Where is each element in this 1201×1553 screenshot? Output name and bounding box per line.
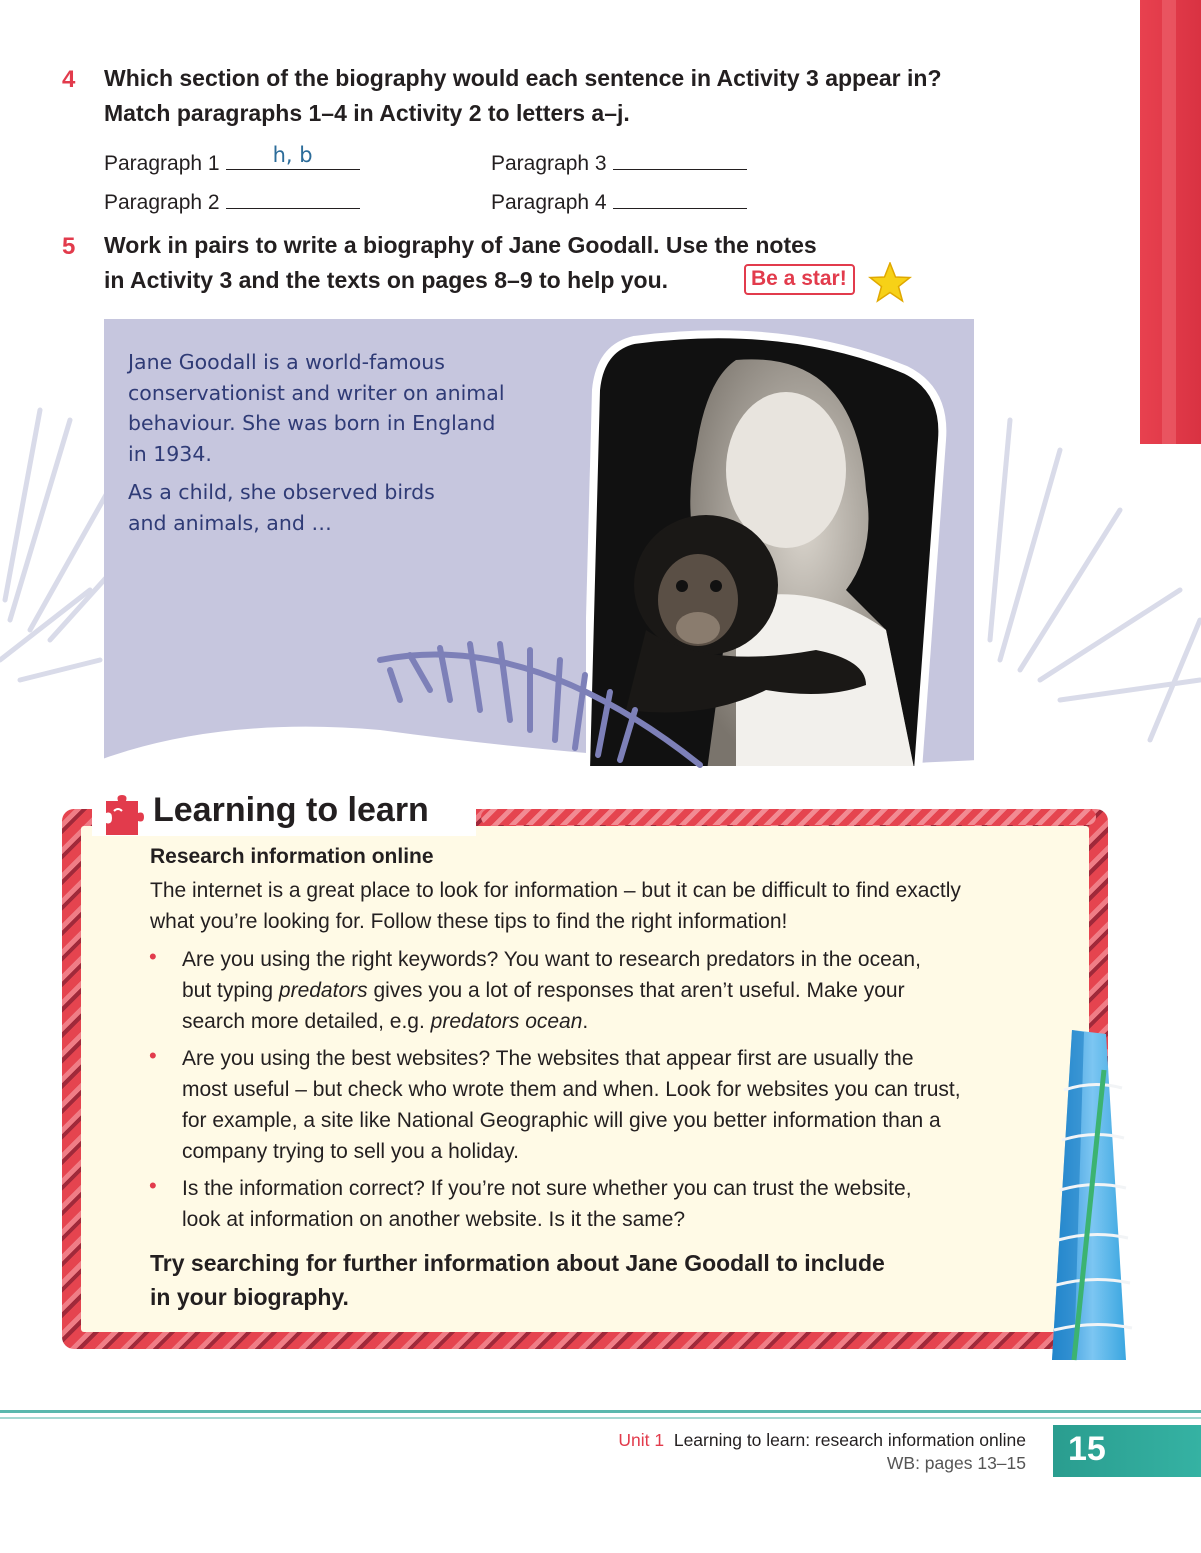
footer-unit-line [618,1430,1026,1451]
tip-italic: predators ocean [430,1010,583,1033]
tip-correct [182,1173,912,1235]
footer-rule [0,1410,1201,1413]
intro-line: what you’re looking for. Follow these tips to find the right information! [150,910,788,933]
question-4-line-1: Which section of the biography would each sentence in Activity 3 appear in? [104,65,942,91]
tip-text: gives you a lot of responses that aren’t useful. Make your [367,979,905,1002]
be-a-star-badge: Be a star! [744,264,855,295]
footer-wb: WB: pages 13–15 [886,1453,1026,1473]
tip-keywords [182,944,921,1037]
page-number: 15 [1068,1430,1106,1468]
tip-text: but typing [182,979,279,1002]
footer-unit: Unit 1 [618,1430,665,1450]
closing-line: in your biography. [150,1284,349,1310]
paragraph-1-answer-field[interactable] [226,143,360,170]
tip-line: for example, a site like National Geographic will give you better information than a [182,1109,941,1132]
bullet-dot: • [149,1043,157,1068]
skyscraper-icon [1044,1030,1140,1365]
question-5-line-2: in Activity 3 and the texts on pages 8–9 to help you. [104,267,669,293]
question-5-line-1: Work in pairs to write a biography of Jane Goodall. Use the notes [104,232,817,258]
tip-text: . [582,1010,589,1033]
learning-subtitle: Research information online [150,845,434,868]
question-4-number: 4 [62,66,76,93]
paragraph-1-answer: h, b [272,143,313,167]
paragraph-2-row [104,186,360,215]
paragraph-1-label: Paragraph 1 [104,152,220,175]
learning-intro [150,875,961,937]
tip-line: most useful – but check who wrote them and when. Look for websites you can trust, [182,1078,961,1101]
palm-leaf-icon [370,630,710,770]
footer-rule-light [0,1417,1201,1419]
paragraph-2-label: Paragraph 2 [104,191,220,214]
puzzle-piece-icon [100,793,144,837]
tip-line [182,1006,921,1037]
bio-line: in 1934. [128,441,212,466]
bio-line: Jane Goodall is a world-famous [128,350,445,374]
tip-line: Are you using the best websites? The websites that appear first are usually the [182,1047,914,1070]
question-5-number: 5 [62,233,76,260]
intro-line: The internet is a great place to look for information – but it can be difficult to find exactly [150,879,961,902]
tip-websites [182,1043,961,1167]
bullet-dot: • [149,1173,157,1198]
paragraph-4-label: Paragraph 4 [491,191,607,214]
tip-line: Is the information correct? If you’re not sure whether you can trust the website, [182,1177,912,1200]
question-5-text [104,228,817,298]
paragraph-1-row [104,143,360,176]
paragraph-3-label: Paragraph 3 [491,152,607,175]
question-4-line-2: Match paragraphs 1–4 in Activity 2 to letters a–j. [104,100,630,126]
bio-line: conservationist and writer on animal [128,380,505,405]
biography-paragraph-1 [128,347,505,469]
question-4-text [104,61,942,131]
bio-line: and animals, and … [128,510,332,535]
title-stripe-bar [481,809,1096,825]
tip-line: Are you using the right keywords? You want to research predators in the ocean, [182,948,921,971]
bio-line: As a child, she observed birds [128,480,435,504]
tip-line [182,975,921,1006]
closing-line: Try searching for further information about Jane Goodall to include [150,1250,885,1276]
bio-line: behaviour. She was born in England [128,411,496,435]
star-icon [868,262,912,304]
paragraph-2-answer-field[interactable] [226,186,360,209]
learning-closing [150,1246,885,1314]
paragraph-4-answer-field[interactable] [613,186,747,209]
tip-line: company trying to sell you a holiday. [182,1140,519,1163]
paragraph-4-row [491,186,747,215]
tip-line: look at information on another website. Is it the same? [182,1208,686,1231]
paragraph-3-answer-field[interactable] [613,147,747,170]
footer-topic: Learning to learn: research information online [673,1430,1026,1450]
paragraph-3-row [491,147,747,176]
tip-italic: predators [278,979,368,1002]
bullet-dot: • [149,944,157,969]
learning-title: Learning to learn [153,791,429,829]
biography-paragraph-2 [128,477,435,538]
tip-text: search more detailed, e.g. [182,1010,431,1033]
